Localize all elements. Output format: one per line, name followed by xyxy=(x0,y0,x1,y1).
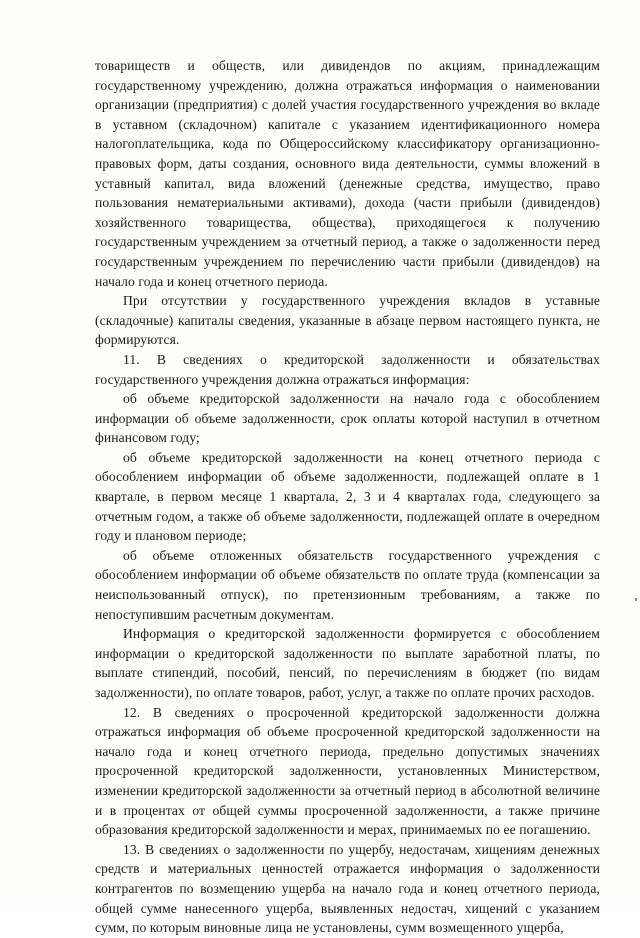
paragraph-item-12: 12. В сведениях о просроченной кредиторской задолженности должна отражаться информация об объеме просроченной кредиторской задолженности на начало года и конец отчетного периода, предельно допустимых значениях просроченной кредиторской задолженности, установленных Министерством, изменении кредиторской задолженности за отчетный период в абсолютной величине и в процентах от общей суммы просроченной задолженности, а также причине образования кредиторской задолженности и мерах, принимаемых по ее погашению. xyxy=(95,704,600,838)
paragraph-item-13: 13. В сведениях о задолженности по ущербу, недостачам, хищениям денежных средств и материальных ценностей отражается информация о задолженности контрагентов по возмещению ущерба на начало года и конец отчетного периода, общей сумме нанесенного ущерба, выявленных недостач, хищений с указанием сумм, по которым виновные лица не установлены, сумм возмещенного ущерба, xyxy=(95,841,600,936)
paragraph-payables-end: об объеме кредиторской задолженности на конец отчетного периода с обособлением информации об объеме задолженности, подлежащей оплате в 1 квартале, в первом месяце 1 квартала, 2, 3 и 4 кварталах года, следующего за отчетным годом, а также об объеме задолженности, подлежащей оплате в очередном году и плановом периоде; xyxy=(95,449,600,544)
paragraph-deferred-obligations: об объеме отложенных обязательств государственного учреждения с обособлением информации об объеме обязательств по оплате труда (компенсации за неиспользованный отпуск), по претензионным требованиям, а также по непоступившим расчетным документам. xyxy=(95,547,600,622)
paragraph-payables-info: Информация о кредиторской задолженности формируется с обособлением информации о кредиторской задолженности по выплате заработной платы, по выплате стипендий, пособий, пенсий, по перечислениям в бюджет (по видам задолженности), по оплате товаров, работ, услуг, а также по оплате прочих расходов. xyxy=(95,626,600,700)
paragraph-item-11: 11. В сведениях о кредиторской задолженности и обязательствах государственного учреждения должна отражаться информация: xyxy=(95,351,600,387)
paragraph-payables-start: об объеме кредиторской задолженности на начало года с обособлением информации об объеме задолженности, срок оплаты которой наступил в отчетном финансовом году; xyxy=(95,391,600,446)
paragraph-continued: товариществ и обществ, или дивидендов по акциям, принадлежащим государственному учреждению, должна отражаться информация о наименовании организации (предприятия) с долей участия государственного учреждения во вкладе в уставном (складочном) капитале с указанием идентификационного номера налогоплательщика, кода по Общероссийскому классификатору организационно-правовых форм, даты создания, основного вида деятельности, суммы вложений в уставный капитал, вида вложений (денежные средства, имущество, право пользования нематериальными активами), дохода (части прибыли (дивидендов) хозяйственного товарищества, общества), приходящегося к получению государственным учреждением за отчетный период, а также о задолженности перед государственным учреждением по перечислению части прибыли (дивидендов) на начало года и конец отчетного периода. xyxy=(95,58,600,289)
paragraph-no-investments: При отсутствии у государственного учреждения вкладов в уставные (складочные) капиталы сведения, указанные в абзаце первом настоящего пункта, не формируются. xyxy=(95,293,600,348)
document-body xyxy=(95,56,600,938)
scan-speck xyxy=(635,598,637,601)
